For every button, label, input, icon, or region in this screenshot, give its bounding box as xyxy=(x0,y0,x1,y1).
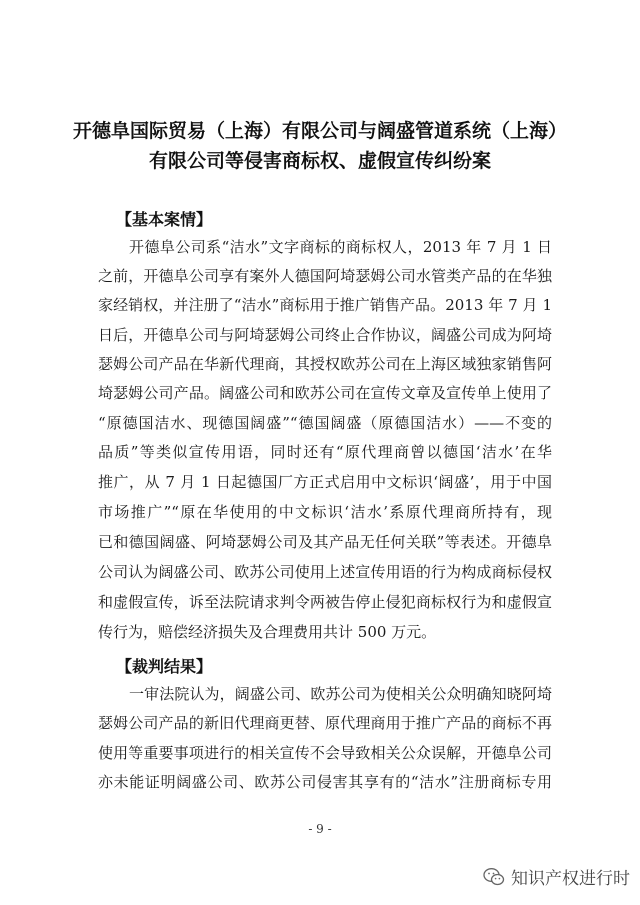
section-heading-basic-facts: 【基本案情】 xyxy=(116,210,213,229)
paragraph-line: 公司认为阔盛公司、欧苏公司使用上述宣传用语的行为构成商标侵权 xyxy=(98,563,552,581)
paragraph-line: 和虚假宣传，诉至法院请求判令两被告停止侵犯商标权行为和虚假宣 xyxy=(98,593,552,611)
document-title-line-2: 有限公司等侵害商标权、虚假宣传纠纷案 xyxy=(148,150,491,172)
paragraph-line: 推广，从 7 月 1 日起德国厂方正式启用中文标识‘阔盛’，用于中国 xyxy=(98,473,552,491)
paragraph-line: 一审法院认为，阔盛公司、欧苏公司为使相关公众明确知晓阿埼 xyxy=(129,685,552,703)
wechat-watermark xyxy=(483,864,630,889)
paragraph-line: 开德阜公司系“洁水”文字商标的商标权人，2013 年 7 月 1 日 xyxy=(129,238,552,256)
paragraph-line: 使用等重要事项进行的相关宣传不会导致相关公众误解，开德阜公司 xyxy=(98,744,552,762)
wechat-icon xyxy=(483,867,505,887)
paragraph-line: 瑟姆公司产品的新旧代理商更替、原代理商用于推广产品的商标不再 xyxy=(98,714,552,732)
watermark-text: 知识产权进行时 xyxy=(511,869,630,889)
paragraph-line: “原德国洁水、现德国阔盛”“德国阔盛（原德国洁水）——不变的 xyxy=(98,414,552,432)
paragraph-line: 之前，开德阜公司享有案外人德国阿埼瑟姆公司水管类产品的在华独 xyxy=(98,267,552,285)
paragraph-line: 家经销权，并注册了“洁水”商标用于推广销售产品。2013 年 7 月 1 xyxy=(98,296,552,314)
paragraph-line: 品质”等类似宣传用语，同时还有“原代理商曾以德国‘洁水’在华 xyxy=(98,443,552,461)
paragraph-line: 市场推广”“原在华使用的中文标识‘洁水’系原代理商所持有，现 xyxy=(98,503,552,521)
paragraph-line: 传行为，赔偿经济损失及合理费用共计 500 万元。 xyxy=(98,623,437,641)
paragraph-line: 日后，开德阜公司与阿埼瑟姆公司终止合作协议，阔盛公司成为阿埼 xyxy=(98,326,552,344)
paragraph-line: 亦未能证明阔盛公司、欧苏公司侵害其享有的“洁水”注册商标专用 xyxy=(98,773,552,791)
document-title-line-1: 开德阜国际贸易（上海）有限公司与阔盛管道系统（上海） xyxy=(72,120,567,142)
section-heading-judgment: 【裁判结果】 xyxy=(116,657,213,676)
paragraph-line: 瑟姆公司产品在华新代理商，其授权欧苏公司在上海区域独家销售阿 xyxy=(98,355,552,373)
page-number: - 9 - xyxy=(308,822,332,836)
paragraph-line: 埼瑟姆公司产品。阔盛公司和欧苏公司在宣传文章及宣传单上使用了 xyxy=(98,384,552,402)
paragraph-line: 已和德国阔盛、阿埼瑟姆公司及其产品无任何关联”等表述。开德阜 xyxy=(98,533,552,551)
